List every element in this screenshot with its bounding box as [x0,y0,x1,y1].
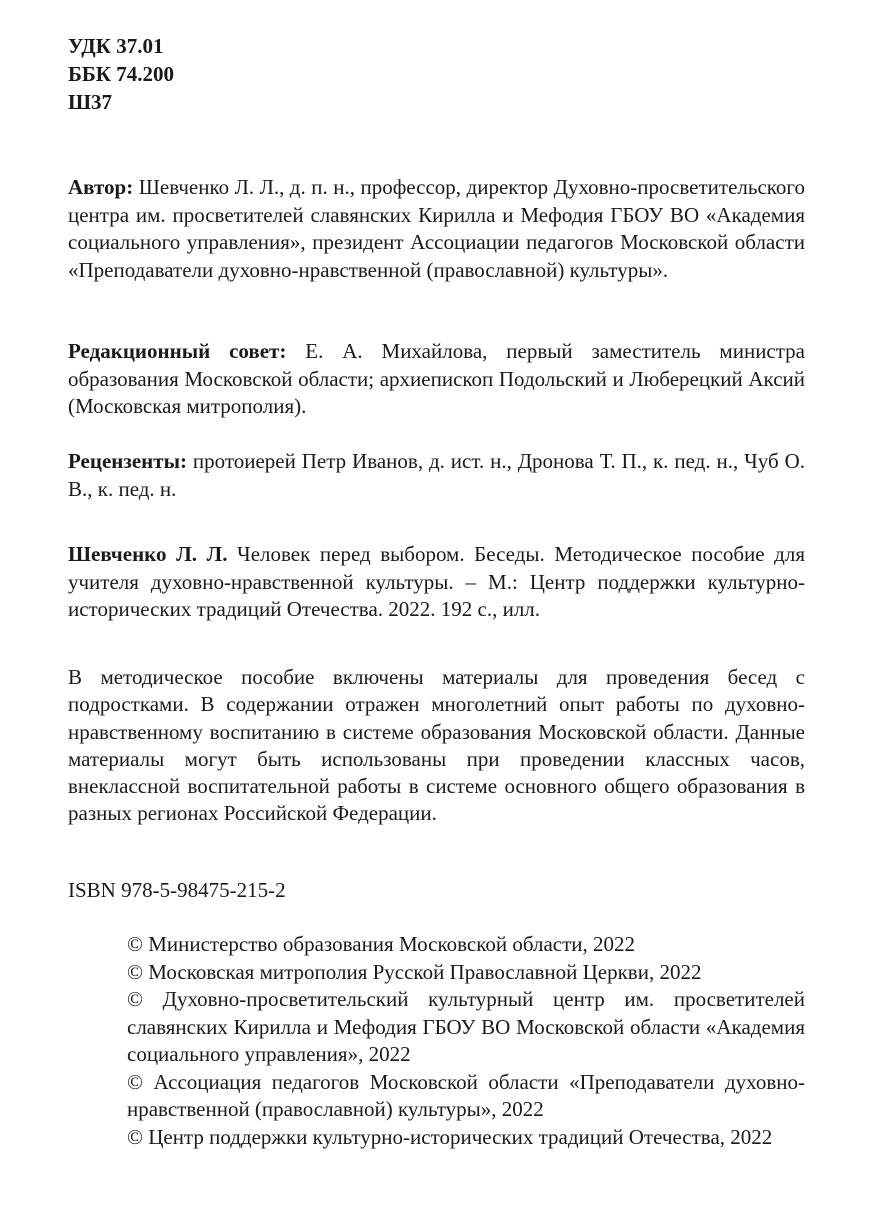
copyright-notice: © Московская митрополия Русской Православной Церкви, 2022 [127,959,702,984]
reviewers-text: протоиерей Петр Иванов, д. ист. н., Дронова Т. П., к. пед. н., Чуб О. В., к. пед. н. [68,449,805,501]
citation-author: Шевченко Л. Л. [68,542,228,566]
author-mark: Ш37 [68,90,113,114]
annotation: В методическое пособие включены материалы для проведения бесед с подростками. В содержании отражен многолетний опыт работы по духовно-нравственному воспитанию в системе образования Московской области. Данные материалы могут быть использованы при проведении классных часов, внеклассной воспитательной работы в системе основного общего образования в разных регионах Российской Федерации. [68,665,805,826]
reviewers-credit [68,448,805,503]
author-credit [68,174,805,284]
classification-codes [68,32,805,116]
author-label: Автор: [68,175,134,199]
copyright-notice: © Центр поддержки культурно-исторических традиций Отечества, 2022 [127,1124,773,1149]
copyright-notice: © Ассоциация педагогов Московской области «Преподаватели духовно-нравственной (православной) культуры», 2022 [127,1069,805,1121]
editorial-board-label: Редакционный совет: [68,339,287,363]
copyright-notice: © Духовно-просветительский культурный центр им. просветителей славянских Кирилла и Мефодия ГБОУ ВО Московской области «Академия социального управления», 2022 [127,987,805,1066]
editorial-board-credit [68,338,805,421]
reviewers-label: Рецензенты: [68,449,187,473]
copyright-notice: © Министерство образования Московской области, 2022 [127,932,636,956]
citation-text: Человек перед выбором. Беседы. Методическое пособие для учителя духовно-нравственной культуры. – М.: Центр поддержки культурно-исторических традиций Отечества. 2022. 192 с., илл. [68,542,805,622]
bibliographic-citation [68,541,805,624]
author-text: Шевченко Л. Л., д. п. н., профессор, директор Духовно-просветительского центра им. просветителей славянских Кирилла и Мефодия ГБОУ ВО «Академия социального управления», президент Ассоциации педагогов Московской области «Преподаватели духовно-нравственной (православной) культуры». [68,175,805,282]
copyright-notices [127,931,805,1151]
isbn: ISBN 978-5-98475-215-2 [68,878,286,902]
editorial-board-text: Е. А. Михайлова, первый заместитель министра образования Московской области; архиепископ Подольский и Люберецкий Аксий (Московская митрополия). [68,339,806,419]
udk-code: УДК 37.01 [68,34,164,58]
bbk-code: ББК 74.200 [68,62,174,86]
